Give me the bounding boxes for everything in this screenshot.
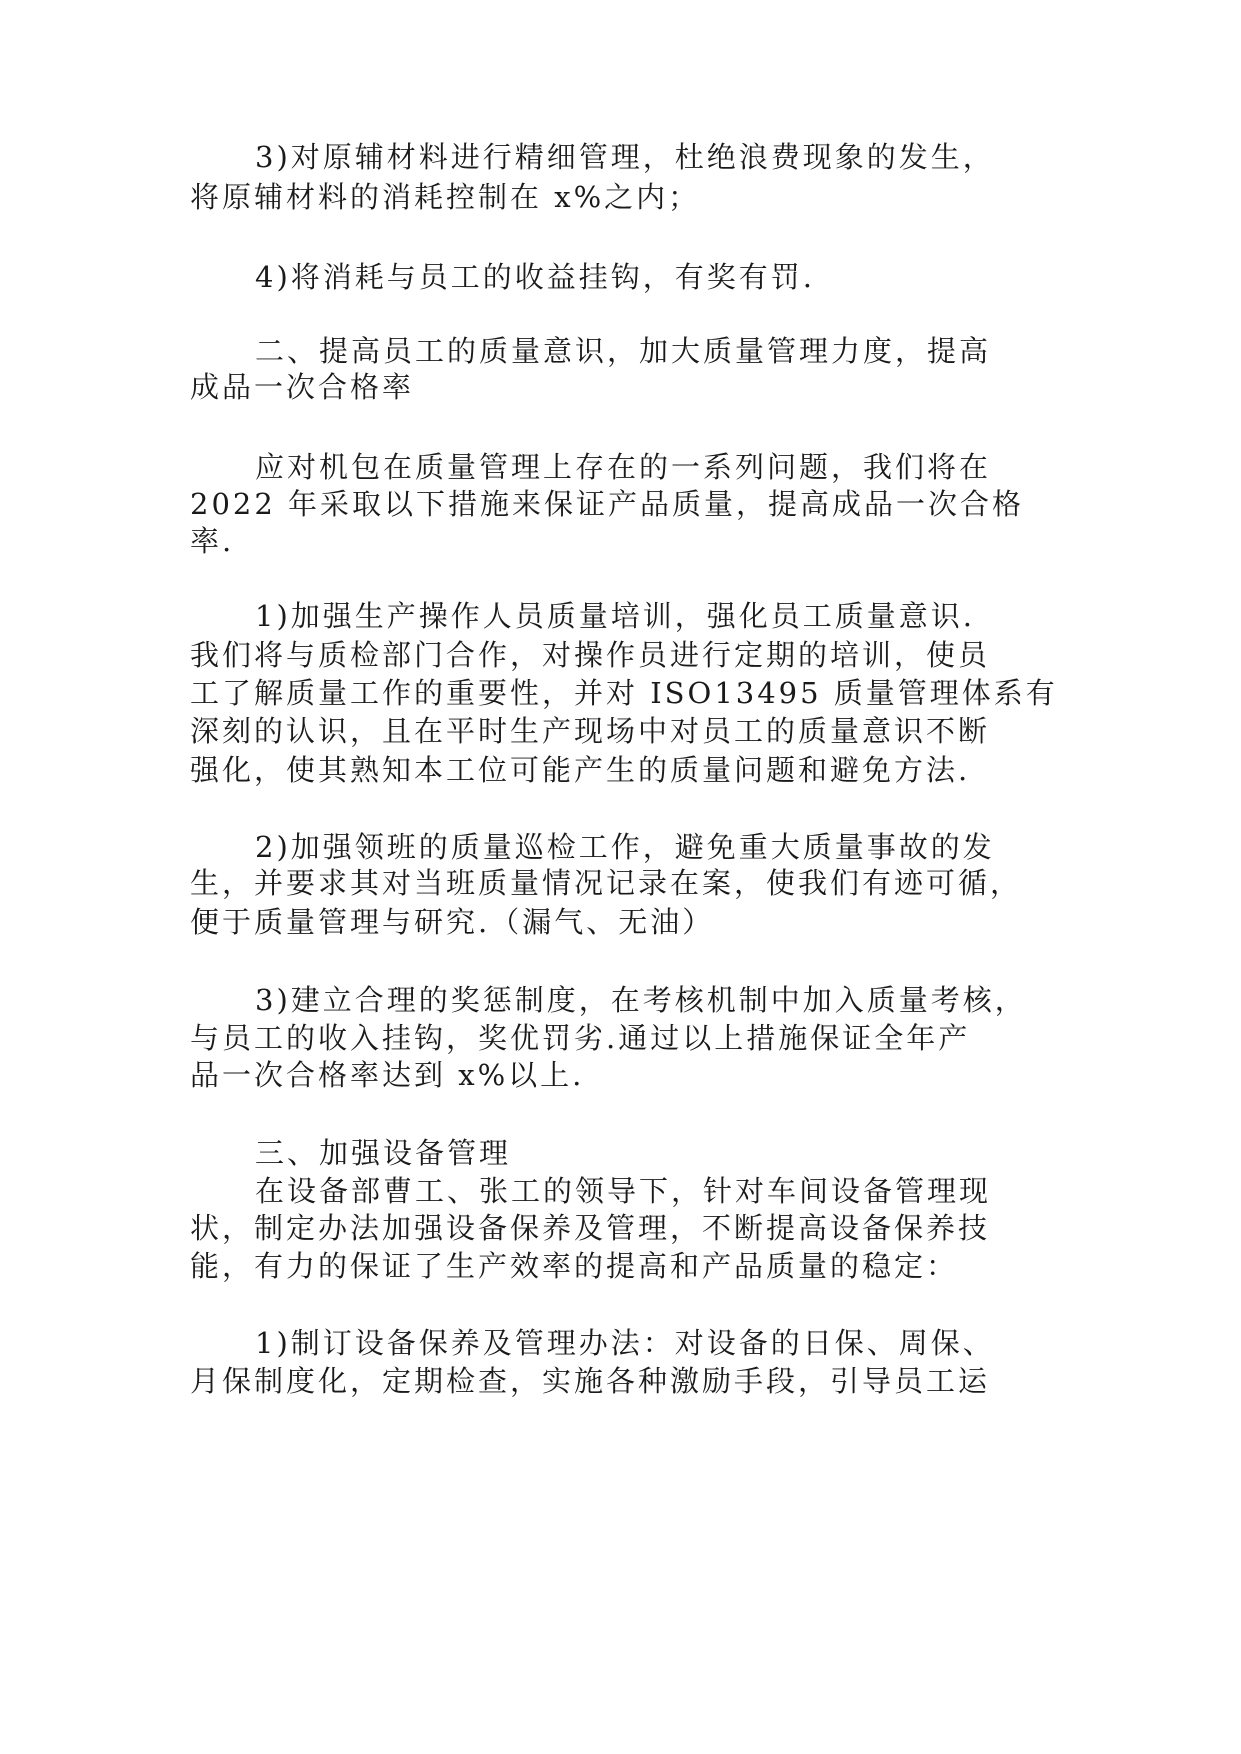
section-heading: 成品一次合格率 xyxy=(190,370,415,404)
text-line: 1)制订设备保养及管理办法：对设备的日保、周保、 xyxy=(255,1326,995,1360)
text-line: 月保制度化，定期检查，实施各种激励手段，引导员工运 xyxy=(190,1364,991,1398)
text-line: 能，有力的保证了生产效率的提高和产品质量的稳定： xyxy=(190,1249,959,1283)
text-line: 3)对原辅材料进行精细管理，杜绝浪费现象的发生， xyxy=(255,140,995,174)
text-line: 品一次合格率达到 x%以上. xyxy=(190,1058,585,1092)
text-line: 强化，使其熟知本工位可能产生的质量问题和避免方法. xyxy=(190,753,971,787)
text-line: 率. xyxy=(190,524,235,558)
text-line: 应对机包在质量管理上存在的一系列问题，我们将在 xyxy=(255,450,992,484)
text-line: 我们将与质检部门合作，对操作员进行定期的培训，使员 xyxy=(190,638,991,672)
text-line: 2022 年采取以下措施来保证产品质量，提高成品一次合格 xyxy=(190,487,1025,521)
text-line: 将原辅材料的消耗控制在 x%之内； xyxy=(190,180,701,214)
text-line: 在设备部曹工、张工的领导下，针对车间设备管理现 xyxy=(255,1174,992,1208)
text-line: 2)加强领班的质量巡检工作，避免重大质量事故的发 xyxy=(255,830,995,864)
section-heading: 二、提高员工的质量意识，加大质量管理力度，提高 xyxy=(255,334,992,368)
text-line: 深刻的认识，且在平时生产现场中对员工的质量意识不断 xyxy=(190,714,991,748)
text-line: 生，并要求其对当班质量情况记录在案，使我们有迹可循， xyxy=(190,866,1023,900)
text-line: 1)加强生产操作人员质量培训，强化员工质量意识. xyxy=(255,599,975,633)
text-line: 便于质量管理与研究.（漏气、无油） xyxy=(190,905,715,939)
text-line: 4)将消耗与员工的收益挂钩，有奖有罚. xyxy=(255,260,815,294)
text-line: 3)建立合理的奖惩制度，在考核机制中加入质量考核， xyxy=(255,983,1027,1017)
text-line: 状，制定办法加强设备保养及管理，不断提高设备保养技 xyxy=(190,1211,991,1245)
text-line: 工了解质量工作的重要性，并对 ISO13495 质量管理体系有 xyxy=(190,676,1058,710)
section-heading: 三、加强设备管理 xyxy=(255,1136,512,1170)
text-line: 与员工的收入挂钩，奖优罚劣.通过以上措施保证全年产 xyxy=(190,1021,971,1055)
